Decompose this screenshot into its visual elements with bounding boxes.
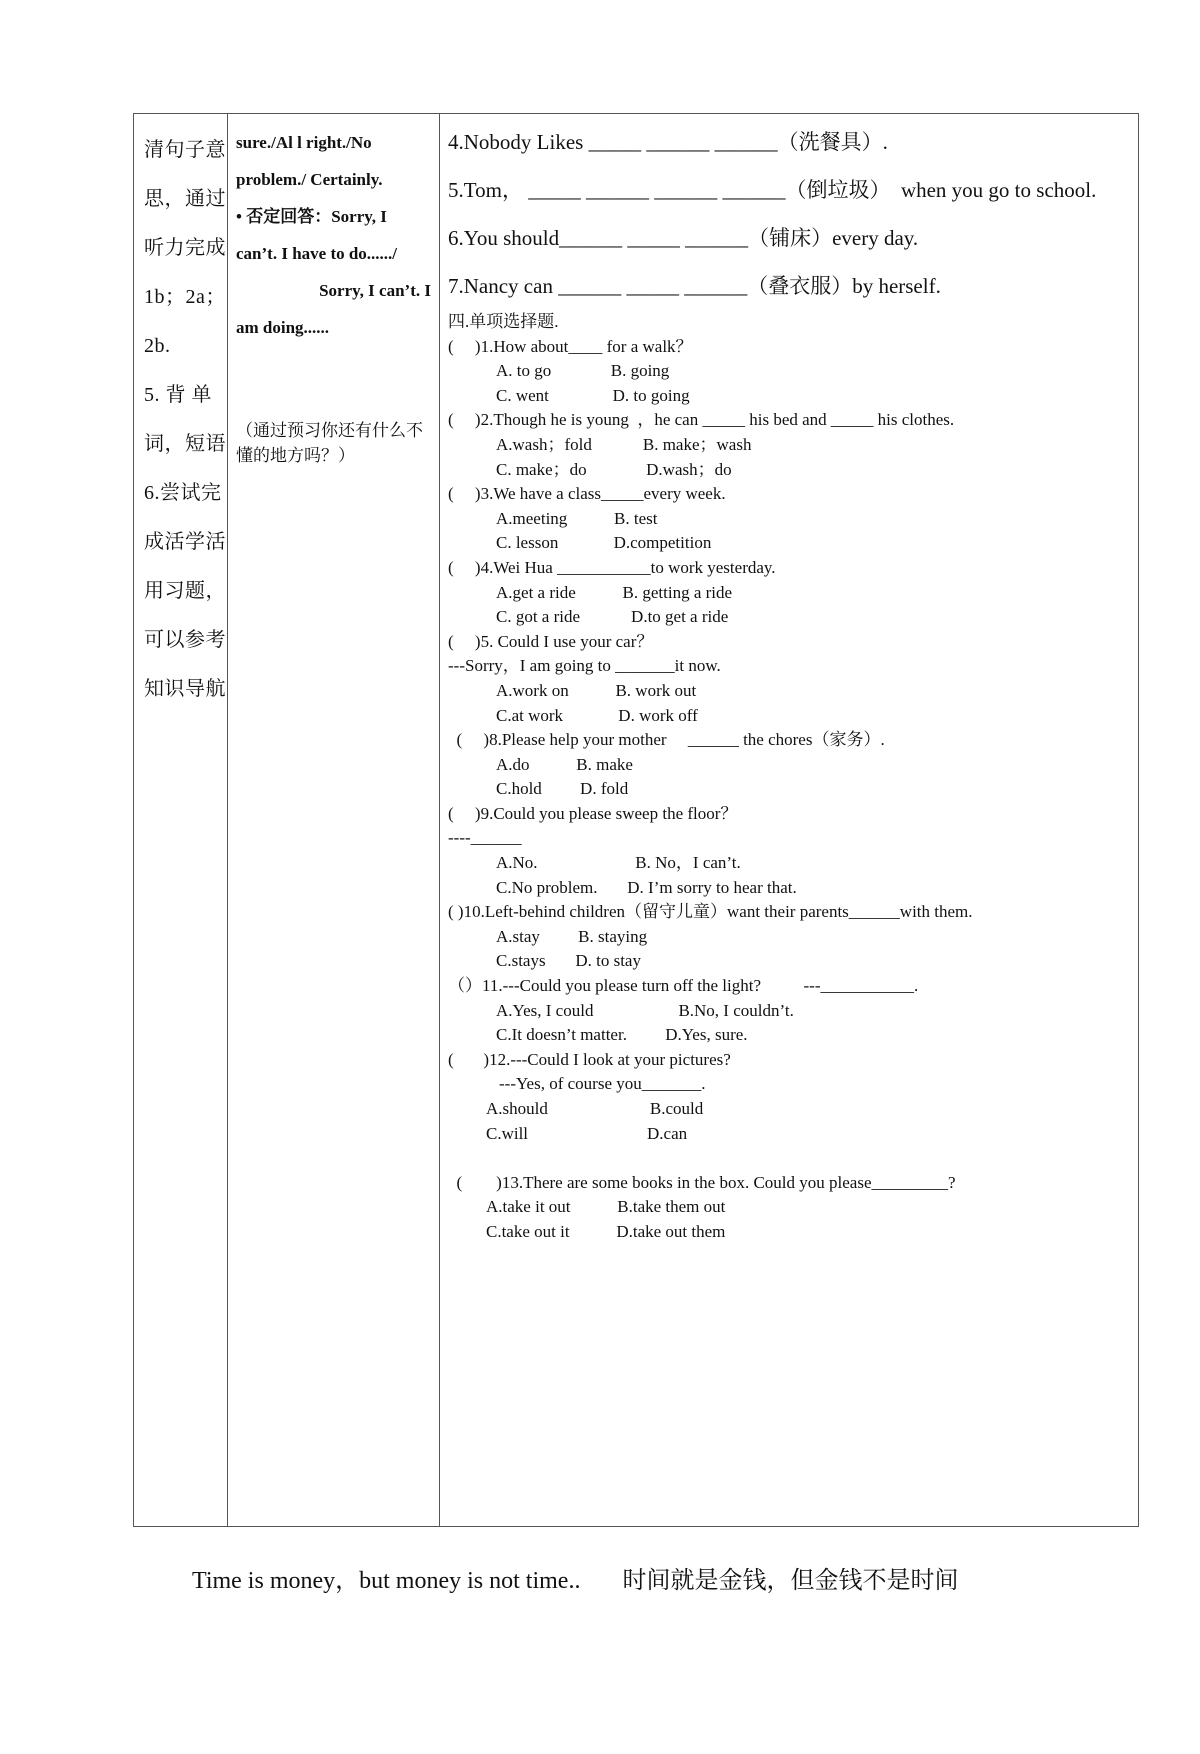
answer-options: A.Yes, I could B.No, I couldn’t.	[496, 1000, 794, 1020]
question-item	[448, 728, 1130, 802]
answer-line: • 否定回答：Sorry, I	[236, 207, 387, 226]
answer-line: Sorry, I can’t. I	[319, 281, 431, 300]
answer-options: A.should B.could	[486, 1099, 704, 1118]
answer-line: am doing......	[236, 318, 330, 337]
question-text: ---Yes, of course you_______.	[448, 1074, 706, 1094]
guide-line: 听力完成	[144, 237, 226, 259]
answer-options: A.wash；fold B. make；wash	[496, 434, 752, 454]
question-item	[448, 482, 1130, 556]
question-text: ---Sorry，I am going to _______it now.	[448, 656, 721, 676]
answer-options: A.work on B. work out	[496, 680, 697, 700]
guide-line: 6.尝试完	[144, 482, 222, 504]
answer-options: C.stays D. to stay	[496, 951, 641, 971]
question-text: ( )4.Wei Hua ___________to work yesterday.	[448, 557, 776, 577]
question-item	[448, 1048, 1130, 1146]
answer-options: A.stay B. staying	[496, 926, 648, 946]
answer-options: C.No problem. D. I’m sorry to hear that.	[496, 877, 797, 897]
answer-options: C. lesson D.competition	[496, 533, 712, 553]
section-title: 四.单项选择题.	[448, 312, 559, 331]
answer-options: C.at work D. work off	[496, 705, 698, 725]
guide-line: 成活学活	[144, 531, 226, 553]
guide-line: 2b.	[144, 335, 171, 357]
answer-options: A.get a ride B. getting a ride	[496, 582, 733, 602]
footer-quote: Time is money，but money is not time.. 时间就是金钱，但金钱不是时间	[192, 1568, 959, 1594]
question-item	[448, 408, 1130, 482]
question-text	[448, 1146, 1130, 1171]
question-text: ( )3.We have a class_____every week.	[448, 484, 726, 504]
question-text: ----______	[448, 828, 522, 848]
question-text: ( )9.Could you please sweep the floor？	[448, 803, 738, 823]
fill-in-item: 6.You should______ _____ ______（铺床）every day.	[448, 226, 919, 250]
guide-line: 清句子意	[144, 139, 226, 161]
guide-line: 词，短语	[144, 433, 226, 455]
guide-line: 思，通过	[144, 188, 226, 210]
answer-options: C. went D. to going	[496, 385, 690, 405]
answer-options: A.No. B. No，I can’t.	[496, 853, 741, 873]
fill-in-item: 4.Nobody Likes _____ ______ ______（洗餐具）.	[448, 130, 888, 154]
answer-options: A.meeting B. test	[496, 508, 658, 528]
question-text: ( )2.Though he is young ，he can _____ his bed and _____ his clothes.	[448, 410, 955, 430]
answer-options: C. make；do D.wash；do	[496, 459, 732, 479]
knowledge-column	[228, 114, 440, 1526]
question-item	[448, 556, 1130, 630]
question-item	[448, 1146, 1130, 1244]
question-item	[448, 900, 1130, 974]
worksheet-table	[133, 113, 1139, 1527]
preview-question: （通过预习你还有什么不懂的地方吗？）	[236, 421, 423, 465]
question-text: ( )13.There are some books in the box. Could you please_________?	[448, 1172, 956, 1192]
answer-options: A. to go B. going	[496, 361, 670, 381]
question-text: ( )12.---Could I look at your pictures?	[448, 1049, 731, 1069]
question-item	[448, 335, 1130, 409]
exercise-column	[440, 114, 1138, 1526]
guide-line: 用习题，	[144, 580, 226, 602]
question-text: ( )5. Could I use your car？	[448, 631, 654, 651]
question-text: ( )8.Please help your mother ______ the chores（家务）.	[448, 730, 885, 750]
question-item	[448, 802, 1130, 900]
guide-column	[134, 114, 228, 1526]
answer-line: problem./ Certainly.	[236, 170, 383, 189]
question-item	[448, 630, 1130, 728]
answer-line: can’t. I have to do....../	[236, 244, 398, 263]
question-item	[448, 974, 1130, 1048]
question-list	[448, 335, 1130, 1245]
fill-in-item: 5.Tom， _____ ______ ______ ______（倒垃圾） when you go to school.	[448, 178, 1097, 202]
guide-line: 可以参考	[144, 629, 226, 651]
answer-options: C.hold D. fold	[496, 779, 629, 799]
answer-options: C.will D.can	[486, 1123, 688, 1143]
guide-line: 1b；2a；	[144, 286, 226, 308]
question-text: （）11.---Could you please turn off the light? ---___________.	[448, 976, 919, 996]
guide-line: 知识导航	[144, 678, 226, 700]
answer-line: sure./Al l right./No	[236, 133, 372, 152]
answer-options: A.take it out B.take them out	[486, 1197, 726, 1217]
fill-in-item: 7.Nancy can ______ _____ ______（叠衣服）by herself.	[448, 274, 941, 298]
answer-options: C. got a ride D.to get a ride	[496, 607, 729, 627]
guide-line: 5. 背 单	[144, 384, 212, 406]
answer-options: C.take out it D.take out them	[486, 1221, 726, 1241]
answer-options: A.do B. make	[496, 754, 633, 774]
question-text: ( )1.How about____ for a walk？	[448, 336, 693, 356]
answer-options: C.It doesn’t matter. D.Yes, sure.	[496, 1025, 748, 1045]
question-text: ( )10.Left-behind children（留守儿童）want their parents______with them.	[448, 902, 973, 922]
